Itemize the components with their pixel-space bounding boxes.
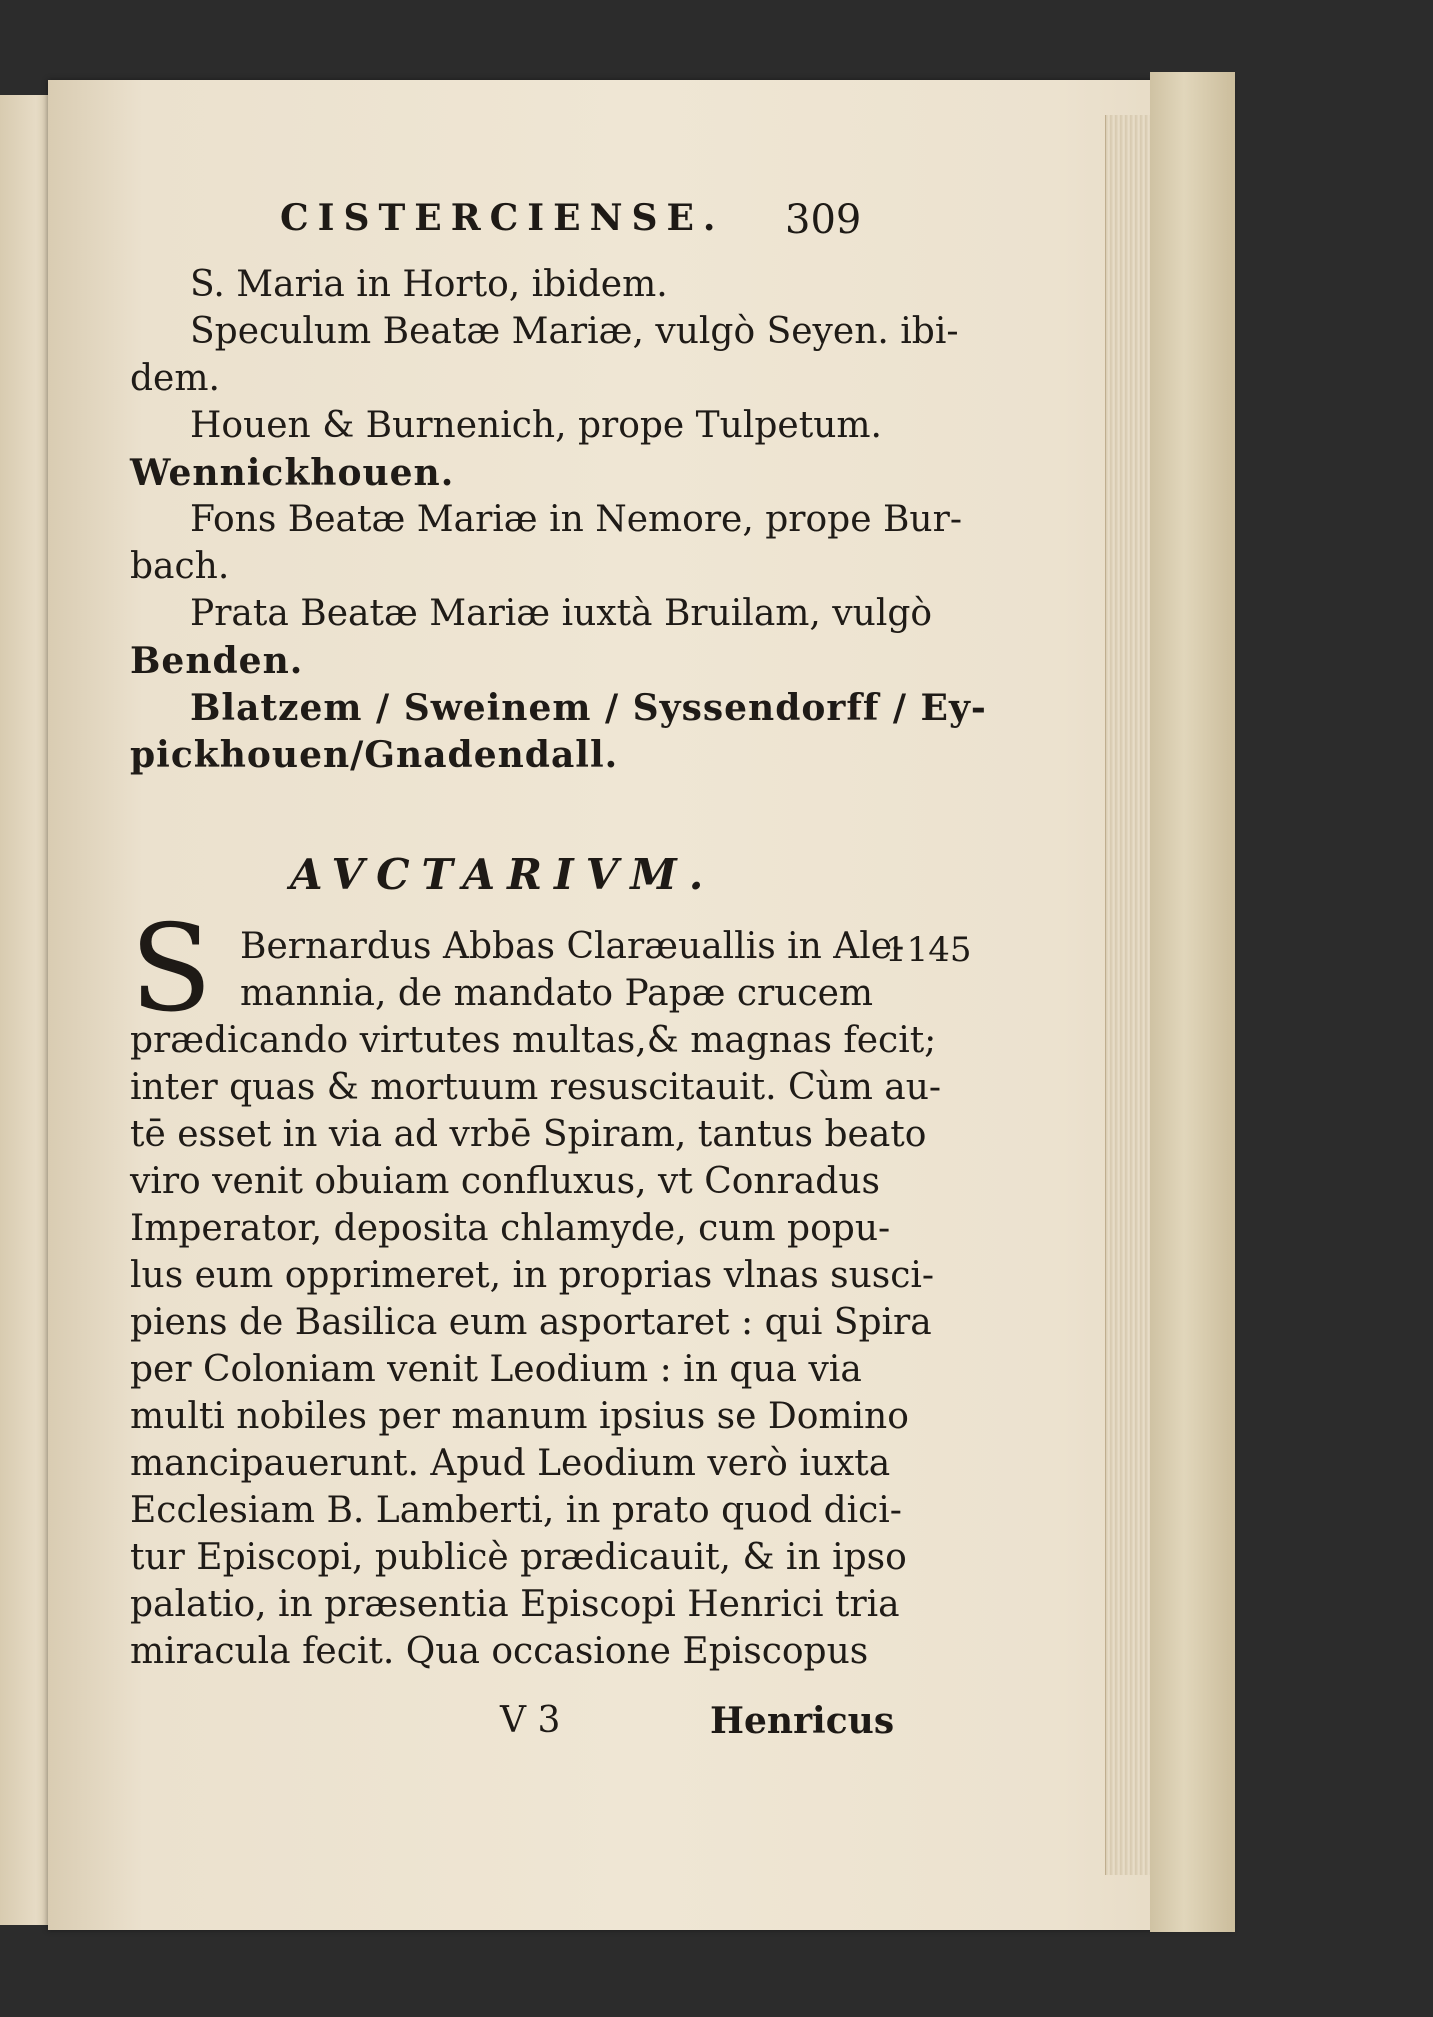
page-stack-edge — [1105, 115, 1151, 1875]
text-line: bach. — [130, 546, 230, 587]
body-line: tē esset in via ad vrbē Spiram, tantus beato — [130, 1114, 927, 1155]
body-line: miracula fecit. Qua occasione Episcopus — [130, 1631, 869, 1672]
text-line: dem. — [130, 358, 220, 399]
body-line: tur Episcopi, publicè prædicauit, & in ipso — [130, 1537, 907, 1578]
signature-mark: V 3 — [500, 1700, 561, 1741]
body-line: Imperator, deposita chlamyde, cum popu- — [130, 1208, 891, 1249]
body-line: Ecclesiam B. Lamberti, in prato quod dici- — [130, 1490, 902, 1531]
marginal-year: 1145 — [885, 930, 972, 970]
body-line: Bernardus Abbas Claræuallis in Ale- — [240, 926, 905, 967]
body-line: piens de Basilica eum asportaret : qui Spira — [130, 1302, 932, 1343]
body-line: per Coloniam venit Leodium : in qua via — [130, 1349, 862, 1390]
page-number: 309 — [785, 197, 862, 243]
text-line: Blatzem / Sweinem / Syssendorff / Ey- — [190, 687, 987, 729]
body-line: viro venit obuiam confluxus, vt Conradus — [130, 1161, 880, 1202]
text-line: S. Maria in Horto, ibidem. — [190, 264, 668, 305]
text-line: Benden. — [130, 640, 304, 682]
body-line: mannia, de mandato Papæ crucem — [240, 973, 874, 1014]
running-head: CISTERCIENSE. — [280, 197, 725, 239]
text-line: pickhouen/Gnadendall. — [130, 734, 619, 776]
text-line: Speculum Beatæ Mariæ, vulgò Seyen. ibi- — [190, 311, 959, 352]
text-line: Fons Beatæ Mariæ in Nemore, prope Bur- — [190, 499, 962, 540]
body-line: lus eum opprimeret, in proprias vlnas susci- — [130, 1255, 935, 1296]
body-line: multi nobiles per manum ipsius se Domino — [130, 1396, 909, 1437]
text-line: Houen & Burnenich, prope Tulpetum. — [190, 405, 882, 446]
section-heading: AVCTARIVM. — [290, 850, 716, 899]
body-line: prædicando virtutes multas,& magnas fecit; — [130, 1020, 937, 1061]
catchword: Henricus — [710, 1700, 895, 1742]
text-line: Wennickhouen. — [130, 452, 455, 494]
book-binding — [1150, 72, 1235, 1932]
body-line: mancipauerunt. Apud Leodium verò iuxta — [130, 1443, 891, 1484]
text-line: Prata Beatæ Mariæ iuxtà Bruilam, vulgò — [190, 593, 933, 634]
body-line: inter quas & mortuum resuscitauit. Cùm au- — [130, 1067, 942, 1108]
body-line: palatio, in præsentia Episcopi Henrici tria — [130, 1584, 900, 1625]
drop-cap-initial: S — [130, 900, 213, 1039]
